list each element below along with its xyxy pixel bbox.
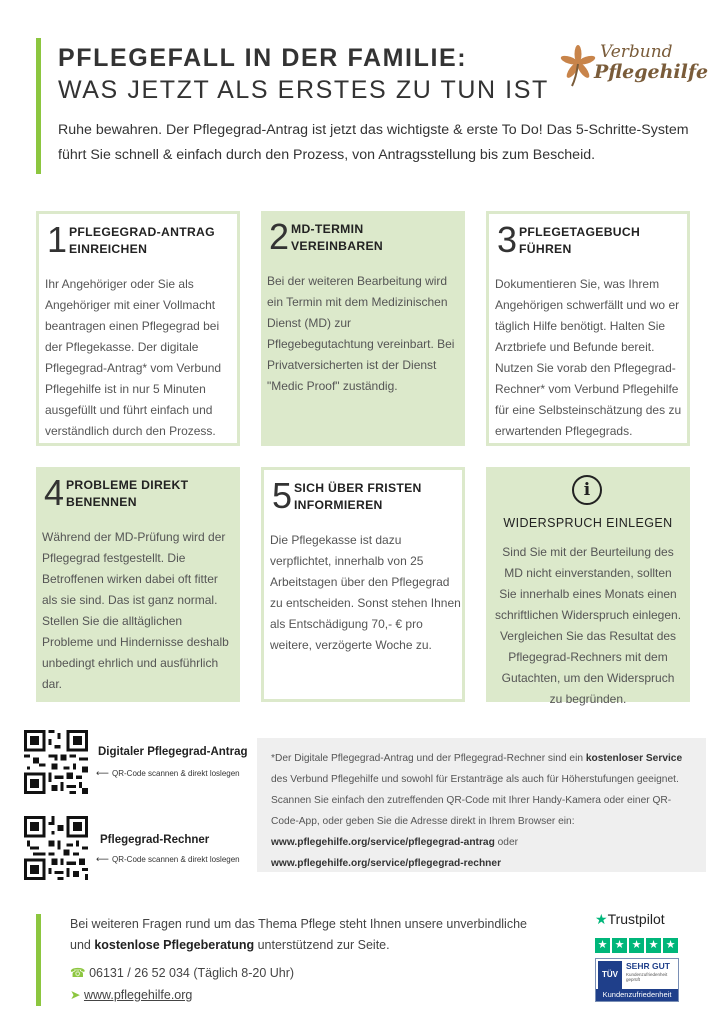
- trustpilot-name: ★Trustpilot: [595, 911, 665, 927]
- tuv-sub: Kundenzufriedenheit geprüft: [626, 972, 668, 982]
- qr-hint-antrag: QR-Code scannen & direkt loslegen: [112, 769, 240, 778]
- step-body: Ihr Angehöriger oder Sie als Angehöriger mit einer Vollmacht beantragen einen Pflegegrad bei der Pflegekasse. Der digitale Pflegegrad-Antrag* vom Verbund Pflegehilfe ist in nur 5 Minuten ausgefüllt und führt einfach und verständlich durch den Prozess.: [45, 277, 222, 438]
- header-accent-bar: [36, 38, 41, 174]
- step-card-3: [486, 211, 690, 446]
- url-antrag[interactable]: www.pflegehilfe.org/service/pflegegrad-antrag: [271, 837, 495, 848]
- step-body: Die Pflegekasse ist dazu verpflichtet, innerhalb von 25 Arbeitstagen über den Pflegegrad zu entscheiden. Sonst stehen Ihnen als Entschädigung 70,- € pro weitere, verzögerte Woche zu.: [270, 533, 461, 652]
- widerspruch-body: Sind Sie mit der Beurteilung des MD nicht einverstanden, sollten Sie innerhalb eines Monats einen schriftlichen Widerspruch einlegen. Vergleichen Sie das Resultat des Pflegegrad-Rechners mit dem Gutachten, um den Widerspruch zu begründen.: [494, 545, 682, 706]
- service-note: [257, 738, 706, 872]
- arrow-right-icon: ➤: [70, 988, 81, 1002]
- step-card-5: [261, 467, 465, 702]
- step-body: Bei der weiteren Bearbeitung wird ein Termin mit dem Medizinischen Dienst (MD) zur Pflegebegutachtung vereinbart. Bei Privatversicherten ist der Dienst "Medic Proof" zuständig.: [267, 274, 455, 393]
- verbund-pflegehilfe-logo: [560, 42, 709, 88]
- note-or: oder: [494, 837, 519, 848]
- step-title: PROBLEME DIREKT BENENNEN: [66, 478, 189, 509]
- note-text: des Verbund Pflegehilfe und sowohl für Erstanträge als auch für Höherstufungen geeignet. Scannen Sie einfach den zutreffenden QR-Code mit Ihrer Handy-Kamera oder einer QR-Code-App, oder geben Sie die Adresse direkt in Ihrem Browser ein:: [271, 774, 679, 827]
- step-number: 1: [47, 219, 68, 260]
- widerspruch-card: [486, 467, 690, 706]
- star-icon: ★: [646, 938, 661, 953]
- step-number: 2: [269, 216, 290, 257]
- phone-contact[interactable]: [70, 965, 294, 980]
- qr-code-antrag[interactable]: [24, 730, 88, 794]
- arrow-left-icon: ⟵: [96, 854, 109, 864]
- qr-code-rechner[interactable]: [24, 816, 88, 880]
- step-title: SICH ÜBER FRISTEN INFORMIEREN: [294, 481, 422, 512]
- flower-logo-icon: [560, 44, 596, 88]
- step-number: 4: [44, 472, 65, 513]
- star-icon: ★: [595, 911, 608, 927]
- arrow-left-icon: ⟵: [96, 768, 109, 778]
- website-contact[interactable]: [70, 987, 192, 1002]
- tuv-logo: TÜV: [598, 961, 622, 989]
- tuv-seal: [595, 958, 679, 1002]
- step-title: PFLEGETAGEBUCH FÜHREN: [519, 225, 641, 256]
- qr-title-antrag: Digitaler Pflegegrad-Antrag: [98, 746, 248, 758]
- star-icon: ★: [663, 938, 678, 953]
- footer-text: [70, 914, 550, 956]
- website-link[interactable]: www.pflegehilfe.org: [83, 988, 193, 1002]
- qr-hint-rechner: QR-Code scannen & direkt loslegen: [112, 855, 240, 864]
- note-bold: kostenloser Service: [585, 753, 683, 764]
- note-text: *Der Digitale Pflegegrad-Antrag und der Pflegegrad-Rechner sind ein: [271, 753, 586, 764]
- step-number: 5: [272, 475, 293, 516]
- page-title-line2: WAS JETZT ALS ERSTES ZU TUN IST: [58, 76, 549, 104]
- footer-bold: kostenlose Pflegeberatung: [94, 938, 255, 952]
- widerspruch-title: WIDERSPRUCH EINLEGEN: [503, 516, 673, 530]
- phone-icon: ☎: [70, 966, 86, 980]
- page-title-line1: PFLEGEFALL IN DER FAMILIE:: [58, 44, 468, 72]
- step-title: MD-TERMIN VEREINBAREN: [291, 222, 384, 253]
- step-number: 3: [497, 219, 518, 260]
- step-card-1: [36, 211, 240, 446]
- star-icon: ★: [629, 938, 644, 953]
- url-rechner[interactable]: www.pflegehilfe.org/service/pflegegrad-rechner: [271, 858, 502, 869]
- step-card-2: [261, 211, 465, 446]
- step-body: Dokumentieren Sie, was Ihrem Angehörigen schwerfällt und wo er täglich Hilfe benötigt. Halten Sie Arztbriefe und Befunde bereit. Nutzen Sie vorab den Pflegegrad-Rechner* vom Verbund Pflegehilfe für eine Selbsteinschätzung des zu erwartenden Pflegegrads.: [495, 277, 682, 438]
- step-card-4: [36, 467, 240, 702]
- logo-text-line2: Pflegehilfe: [594, 61, 709, 83]
- logo-text-line1: Verbund: [600, 42, 673, 62]
- footer-text-part: unterstützend zur Seite.: [254, 938, 390, 952]
- footer-text-part: Bei weiteren Fragen rund um das Thema Pflege steht Ihnen unsere unverbindliche und: [70, 917, 527, 952]
- qr-title-rechner: Pflegegrad-Rechner: [100, 834, 210, 846]
- step-body: Während der MD-Prüfung wird der Pflegegrad festgestellt. Die Betroffenen wirken dabei oft fitter als sie sind. Das ist ganz normal. Stellen Sie die alltäglichen Probleme und Hindernisse deshalb unbedingt ehrlich und ausführlich dar.: [42, 530, 229, 691]
- info-icon: i: [572, 475, 602, 505]
- tuv-footer: Kundenzufriedenheit: [596, 989, 678, 1001]
- step-title: PFLEGEGRAD-ANTRAG EINREICHEN: [69, 225, 215, 256]
- star-icon: ★: [612, 938, 627, 953]
- intro-text: Ruhe bewahren. Der Pflegegrad-Antrag ist jetzt das wichtigste & erste To Do! Das 5-Schritte-System führt Sie schnell & einfach durch den Prozess, von Antragsstellung bis zum Bescheid.: [58, 122, 689, 163]
- trustpilot-stars: [595, 938, 678, 953]
- star-icon: ★: [595, 938, 610, 953]
- footer-accent-bar: [36, 914, 41, 1006]
- tuv-grade: SEHR GUT: [626, 961, 670, 971]
- phone-number: 06131 / 26 52 034 (Täglich 8-20 Uhr): [89, 966, 295, 980]
